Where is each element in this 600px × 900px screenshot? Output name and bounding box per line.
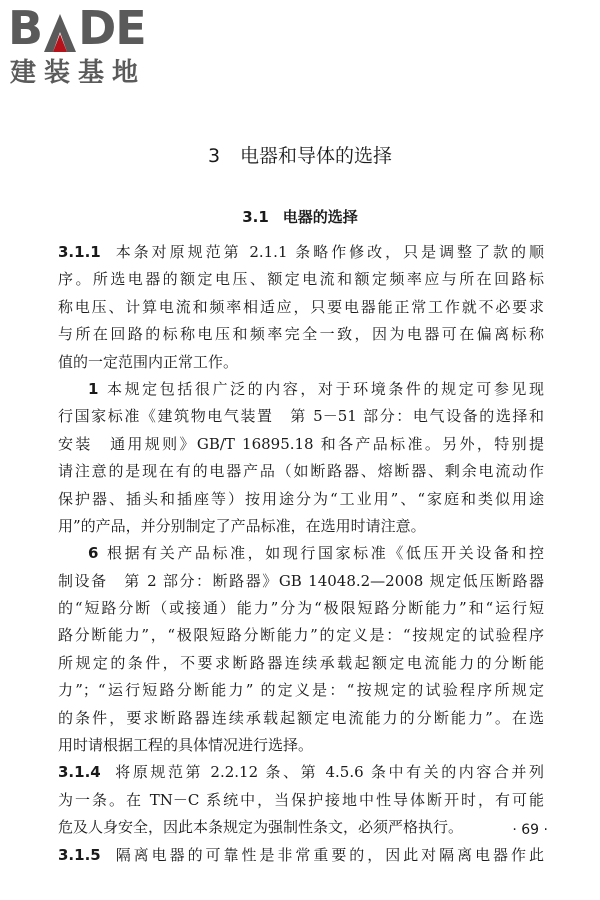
logo-wordmark	[8, 1, 146, 55]
text-line: 与所在回路的标称电压和频率完全一致，因为电器可在偏离标称	[58, 325, 544, 344]
text-line: 的“短路分断（或接通）能力”分为“极限短路分断能力”和“运行短	[58, 599, 544, 618]
text-line: 3.1.5 隔离电器的可靠性是非常重要的，因此对隔离电器作此	[58, 845, 544, 864]
text-line: 力”；“运行短路分断能力” 的定义是：“按规定的试验程序所规定	[58, 681, 544, 700]
text-line: 所规定的条件，不要求断路器连续承载起额定电流能力的分断能	[58, 653, 544, 672]
section-title	[0, 206, 600, 228]
text-line: 危及人身安全，因此本条规定为强制性条文，必须严格执行。	[58, 818, 464, 837]
chapter-number: 3	[207, 145, 221, 167]
text-line: 称电压、计算电流和频率相适应，只要电器能正常工作就不必要求	[58, 297, 544, 316]
section-title-text: 电器的选择	[282, 208, 358, 226]
text-line: 安装 通用规则》GB/T 16895.18 和各产品标准。另外，特别提	[58, 434, 544, 453]
clause-number: 3.1.4	[58, 763, 101, 782]
section-number: 3.1	[242, 208, 269, 226]
text-line: 序。所选电器的额定电压、额定电流和额定频率应与所在回路标	[58, 270, 544, 289]
body-text	[58, 239, 544, 869]
logo-letters-prefix: B	[8, 1, 43, 55]
text-line: 1 本规定包括很广泛的内容，对于环境条件的规定可参见现	[88, 379, 544, 398]
text-line: 3.1.1 本条对原规范第 2.1.1 条略作修改，只是调整了款的顺	[58, 243, 544, 261]
item-1	[58, 376, 544, 540]
logo-letters-suffix: DE	[78, 1, 146, 55]
clause-3-1-1	[58, 239, 544, 376]
clause-3-1-5	[58, 842, 544, 869]
text-line: 保护器、插头和插座等）按用途分为“工业用”、“家庭和类似用途	[58, 489, 544, 508]
clause-number: 3.1.5	[58, 845, 101, 864]
text-line: 3.1.4 将原规范第 2.2.12 条、第 4.5.6 条中有关的内容合并列	[58, 763, 544, 782]
text-line: 值的一定范围内正常工作。	[58, 352, 239, 371]
text-line: 请注意的是现在有的电器产品（如断路器、熔断器、剩余电流动作	[58, 462, 544, 481]
chapter-title	[0, 143, 600, 169]
text-line: 用”的产品，并分别制定了产品标准，在选用时请注意。	[58, 516, 426, 535]
text-line: 6 根据有关产品标准，如现行国家标准《低压开关设备和控	[88, 544, 544, 563]
logo-tagline: 建装基地	[10, 58, 147, 88]
text-line: 行国家标准《建筑物电气装置 第 5－51 部分：电气设备的选择和	[58, 407, 544, 426]
item-number: 1	[88, 379, 99, 398]
bade-logo	[8, 1, 178, 90]
text-line: 为一条。在 TN－C 系统中，当保护接地中性导体断开时，有可能	[58, 790, 544, 809]
text-line: 的条件，要求断路器连续承载起额定电流能力的分断能力”。在选	[58, 708, 544, 727]
text-line: 路分断能力”，“极限短路分断能力”的定义是：“按规定的试验程序	[58, 626, 544, 645]
item-number: 6	[88, 544, 99, 563]
page-number: · 69 ·	[512, 822, 548, 838]
item-6	[58, 540, 544, 759]
text-line: 制设备 第 2 部分：断路器》GB 14048.2—2008 规定低压断路器	[58, 571, 544, 590]
clause-number: 3.1.1	[58, 243, 101, 261]
chapter-title-text: 电器和导体的选择	[240, 145, 393, 167]
logo-a-mark-icon	[43, 12, 77, 52]
text-line: 用时请根据工程的具体情况进行选择。	[58, 736, 314, 755]
